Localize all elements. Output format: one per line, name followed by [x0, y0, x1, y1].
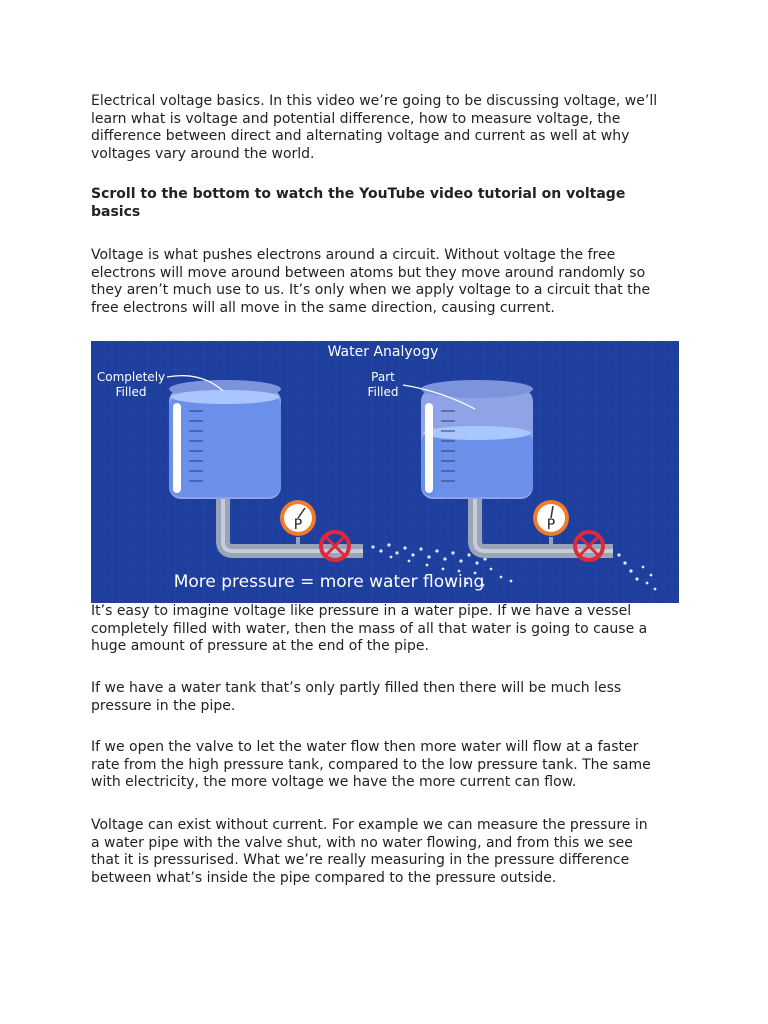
right-tank-label-line1: Part	[371, 370, 395, 384]
water-tank-icon	[169, 380, 281, 499]
right-tank-label-line2: Filled	[367, 385, 399, 399]
no-current-paragraph: Voltage can exist without current. For example we can measure the pressure in a water pipe with the valve shut, with no water flowing, and from this we see that it is pressurised. What we’re really measuring in the pressure difference between what’s inside the pipe compared to the pressure outside.	[91, 817, 648, 886]
scroll-note-heading: Scroll to the bottom to watch the YouTube video tutorial on voltage basics	[91, 186, 626, 220]
left-gauge-letter: P	[293, 517, 303, 533]
water-tank-icon	[421, 380, 533, 499]
valve-paragraph: If we open the valve to let the water flow then more water will flow at a faster rate from the high pressure tank, compared to the low pressure tank. The same with electricity, the more voltage we have the more current can flow.	[91, 739, 651, 790]
analogy-paragraph: It’s easy to imagine voltage like pressure in a water pipe. If we have a vessel completely filled with water, then the mass of all that water is going to cause a huge amount of pressure at the end of the pipe.	[91, 603, 648, 654]
figure-title: Water Analyogy	[327, 344, 439, 360]
water-analogy-figure	[91, 341, 679, 603]
right-gauge-letter: P	[546, 517, 556, 533]
definition-paragraph: Voltage is what pushes electrons around a circuit. Without voltage the free electrons will move around between atoms but they move around randomly so they aren’t much use to us. It’s only when we apply voltage to a circuit that the free electrons will all move in the same direction, causing current.	[91, 247, 651, 316]
intro-paragraph: Electrical voltage basics. In this video we’re going to be discussing voltage, we’ll learn what is voltage and potential difference, how to measure voltage, the difference between direct and alternating voltage and current as well at why voltages vary around the world.	[91, 93, 658, 162]
figure-caption: More pressure = more water flowing	[173, 572, 485, 592]
left-tank-label-line1: Completely	[96, 370, 166, 384]
water-analogy-illustration	[91, 341, 679, 603]
partial-tank-paragraph: If we have a water tank that’s only partly filled then there will be much less pressure in the pipe.	[91, 680, 622, 714]
left-tank-label-line2: Filled	[115, 385, 147, 399]
